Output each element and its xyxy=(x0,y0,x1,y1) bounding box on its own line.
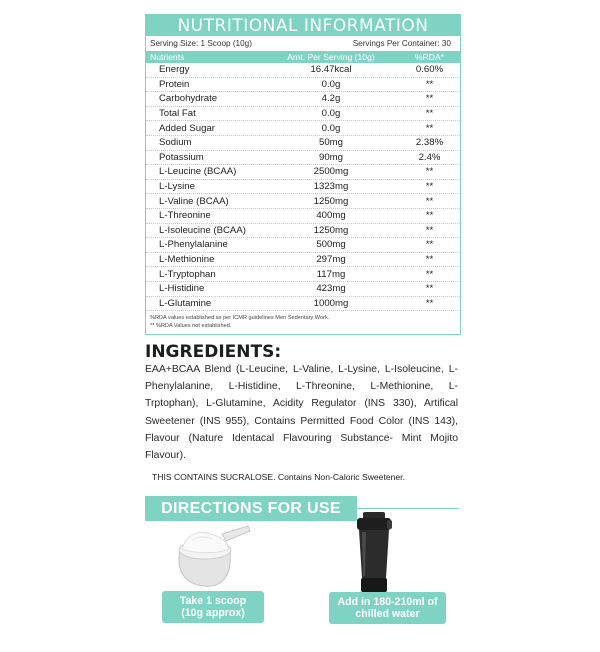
nutrient-amount: 400mg xyxy=(316,210,346,222)
nutrient-row xyxy=(146,224,460,239)
nutrient-amount: 90mg xyxy=(319,151,343,163)
nutrient-row xyxy=(146,297,460,312)
nutrient-rda: ** xyxy=(425,297,434,309)
nutrient-amount: 16.47kcal xyxy=(310,64,352,76)
nutrient-name: L-Lysine xyxy=(159,181,195,193)
nutrient-rda: ** xyxy=(425,181,434,193)
column-headers xyxy=(146,51,460,63)
directions-heading: DIRECTIONS FOR USE xyxy=(145,496,357,521)
nutrient-amount: 0.0g xyxy=(321,78,341,90)
nutrient-amount: 117mg xyxy=(316,268,346,280)
nutrient-rda: 2.38% xyxy=(415,137,444,149)
nutrient-amount: 2500mg xyxy=(313,166,349,178)
nutrient-amount: 1323mg xyxy=(313,181,349,193)
footnotes xyxy=(146,311,460,334)
header-rda: %RDA* xyxy=(414,52,445,62)
nutrient-row xyxy=(146,253,460,268)
serving-size: Serving Size: 1 Scoop (10g) xyxy=(150,39,252,48)
nutrient-amount: 50mg xyxy=(319,137,343,149)
nutrient-name: Sodium xyxy=(159,137,192,149)
nutrient-rda: ** xyxy=(425,108,434,120)
nutrient-amount: 0.0g xyxy=(321,122,341,134)
step-take-scoop: Take 1 scoop (10g approx) xyxy=(162,591,264,623)
nutrient-amount: 423mg xyxy=(316,283,346,295)
nutrient-row xyxy=(146,63,460,78)
nutrition-rows xyxy=(146,63,460,311)
nutrient-rda: ** xyxy=(425,268,434,280)
footnote-rda: %RDA values established as per ICMR guidelines Men Sedentary Work. xyxy=(150,315,330,322)
nutrient-row xyxy=(146,78,460,93)
nutrient-row xyxy=(146,267,460,282)
nutrient-rda: ** xyxy=(425,78,434,90)
serving-info xyxy=(146,36,460,51)
nutrient-amount: 500mg xyxy=(316,239,346,251)
ingredients-text: EAA+BCAA Blend (L-Leucine, L-Valine, L-Lysine, L-Isoleucine, L-Phenylalanine, L-Histidine, L-Threonine, L-Methionine, L-Trptophan), L-Glutamine, Acidity Regulator (INS 330), Artifical Sweetener (INS 955), Contains Permitted Food Color (INS 143), Flavour (Nature Identacal Flavouring Substance- Mint Mojito Flavour). xyxy=(145,364,458,462)
nutrient-amount: 4.2g xyxy=(321,93,341,105)
nutrient-rda: ** xyxy=(425,93,434,105)
sucralose-note: THIS CONTAINS SUCRALOSE. Contains Non-Caloric Sweetener. xyxy=(152,472,405,482)
nutrient-row xyxy=(146,209,460,224)
ingredients-heading: INGREDIENTS: xyxy=(145,342,282,362)
nutrient-name: Protein xyxy=(159,78,190,90)
nutrient-name: Carbohydrate xyxy=(159,93,218,105)
nutrient-row xyxy=(146,151,460,166)
nutrient-rda: ** xyxy=(425,239,434,251)
servings-per-container: Servings Per Container: 30 xyxy=(352,39,451,48)
nutrient-amount: 1000mg xyxy=(313,297,349,309)
nutrient-row xyxy=(146,121,460,136)
step-add-water: Add in 180-210ml of chilled water xyxy=(329,592,446,624)
nutrient-row xyxy=(146,238,460,253)
nutrient-name: L-Methionine xyxy=(159,254,215,266)
nutrition-panel xyxy=(145,14,461,335)
nutrient-name: L-Tryptophan xyxy=(159,268,216,280)
nutrient-name: L-Isoleucine (BCAA) xyxy=(159,224,246,236)
nutrient-rda: ** xyxy=(425,254,434,266)
header-nutrients: Nutrients xyxy=(150,52,185,62)
nutrient-name: Total Fat xyxy=(159,108,196,120)
nutrient-amount: 0.0g xyxy=(321,108,341,120)
nutrient-row xyxy=(146,180,460,195)
nutrient-name: Added Sugar xyxy=(159,122,216,134)
nutrient-name: L-Glutamine xyxy=(159,297,212,309)
nutrient-name: L-Histidine xyxy=(159,283,205,295)
nutrient-row xyxy=(146,282,460,297)
header-amount: Amt. Per Serving (10g) xyxy=(287,52,375,62)
nutrient-row xyxy=(146,194,460,209)
nutrient-rda: ** xyxy=(425,166,434,178)
nutrient-amount: 1250mg xyxy=(313,195,349,207)
nutrient-name: Energy xyxy=(159,64,190,76)
nutrient-row xyxy=(146,92,460,107)
nutrient-name: L-Threonine xyxy=(159,210,211,222)
nutrient-rda: ** xyxy=(425,210,434,222)
nutrient-rda: ** xyxy=(425,224,434,236)
nutrient-row xyxy=(146,136,460,151)
nutrient-amount: 1250mg xyxy=(313,224,349,236)
nutrient-rda: 2.4% xyxy=(418,151,441,163)
nutrient-rda: ** xyxy=(425,195,434,207)
nutrient-rda: ** xyxy=(425,283,434,295)
footnote-not-established: ** %RDA Values not established. xyxy=(150,323,232,330)
nutrient-rda: ** xyxy=(425,122,434,134)
nutrition-title: NUTRITIONAL INFORMATION xyxy=(146,15,460,36)
nutrient-rda: 0.60% xyxy=(415,64,444,76)
scoop-icon xyxy=(170,522,252,592)
nutrient-row xyxy=(146,165,460,180)
nutrient-name: L-Leucine (BCAA) xyxy=(159,166,237,178)
nutrient-amount: 297mg xyxy=(316,254,346,266)
nutrient-name: Potassium xyxy=(159,151,204,163)
nutrient-name: L-Valine (BCAA) xyxy=(159,195,229,207)
nutrient-row xyxy=(146,107,460,122)
shaker-bottle-icon xyxy=(352,508,406,594)
nutrient-name: L-Phenylalanine xyxy=(159,239,228,251)
